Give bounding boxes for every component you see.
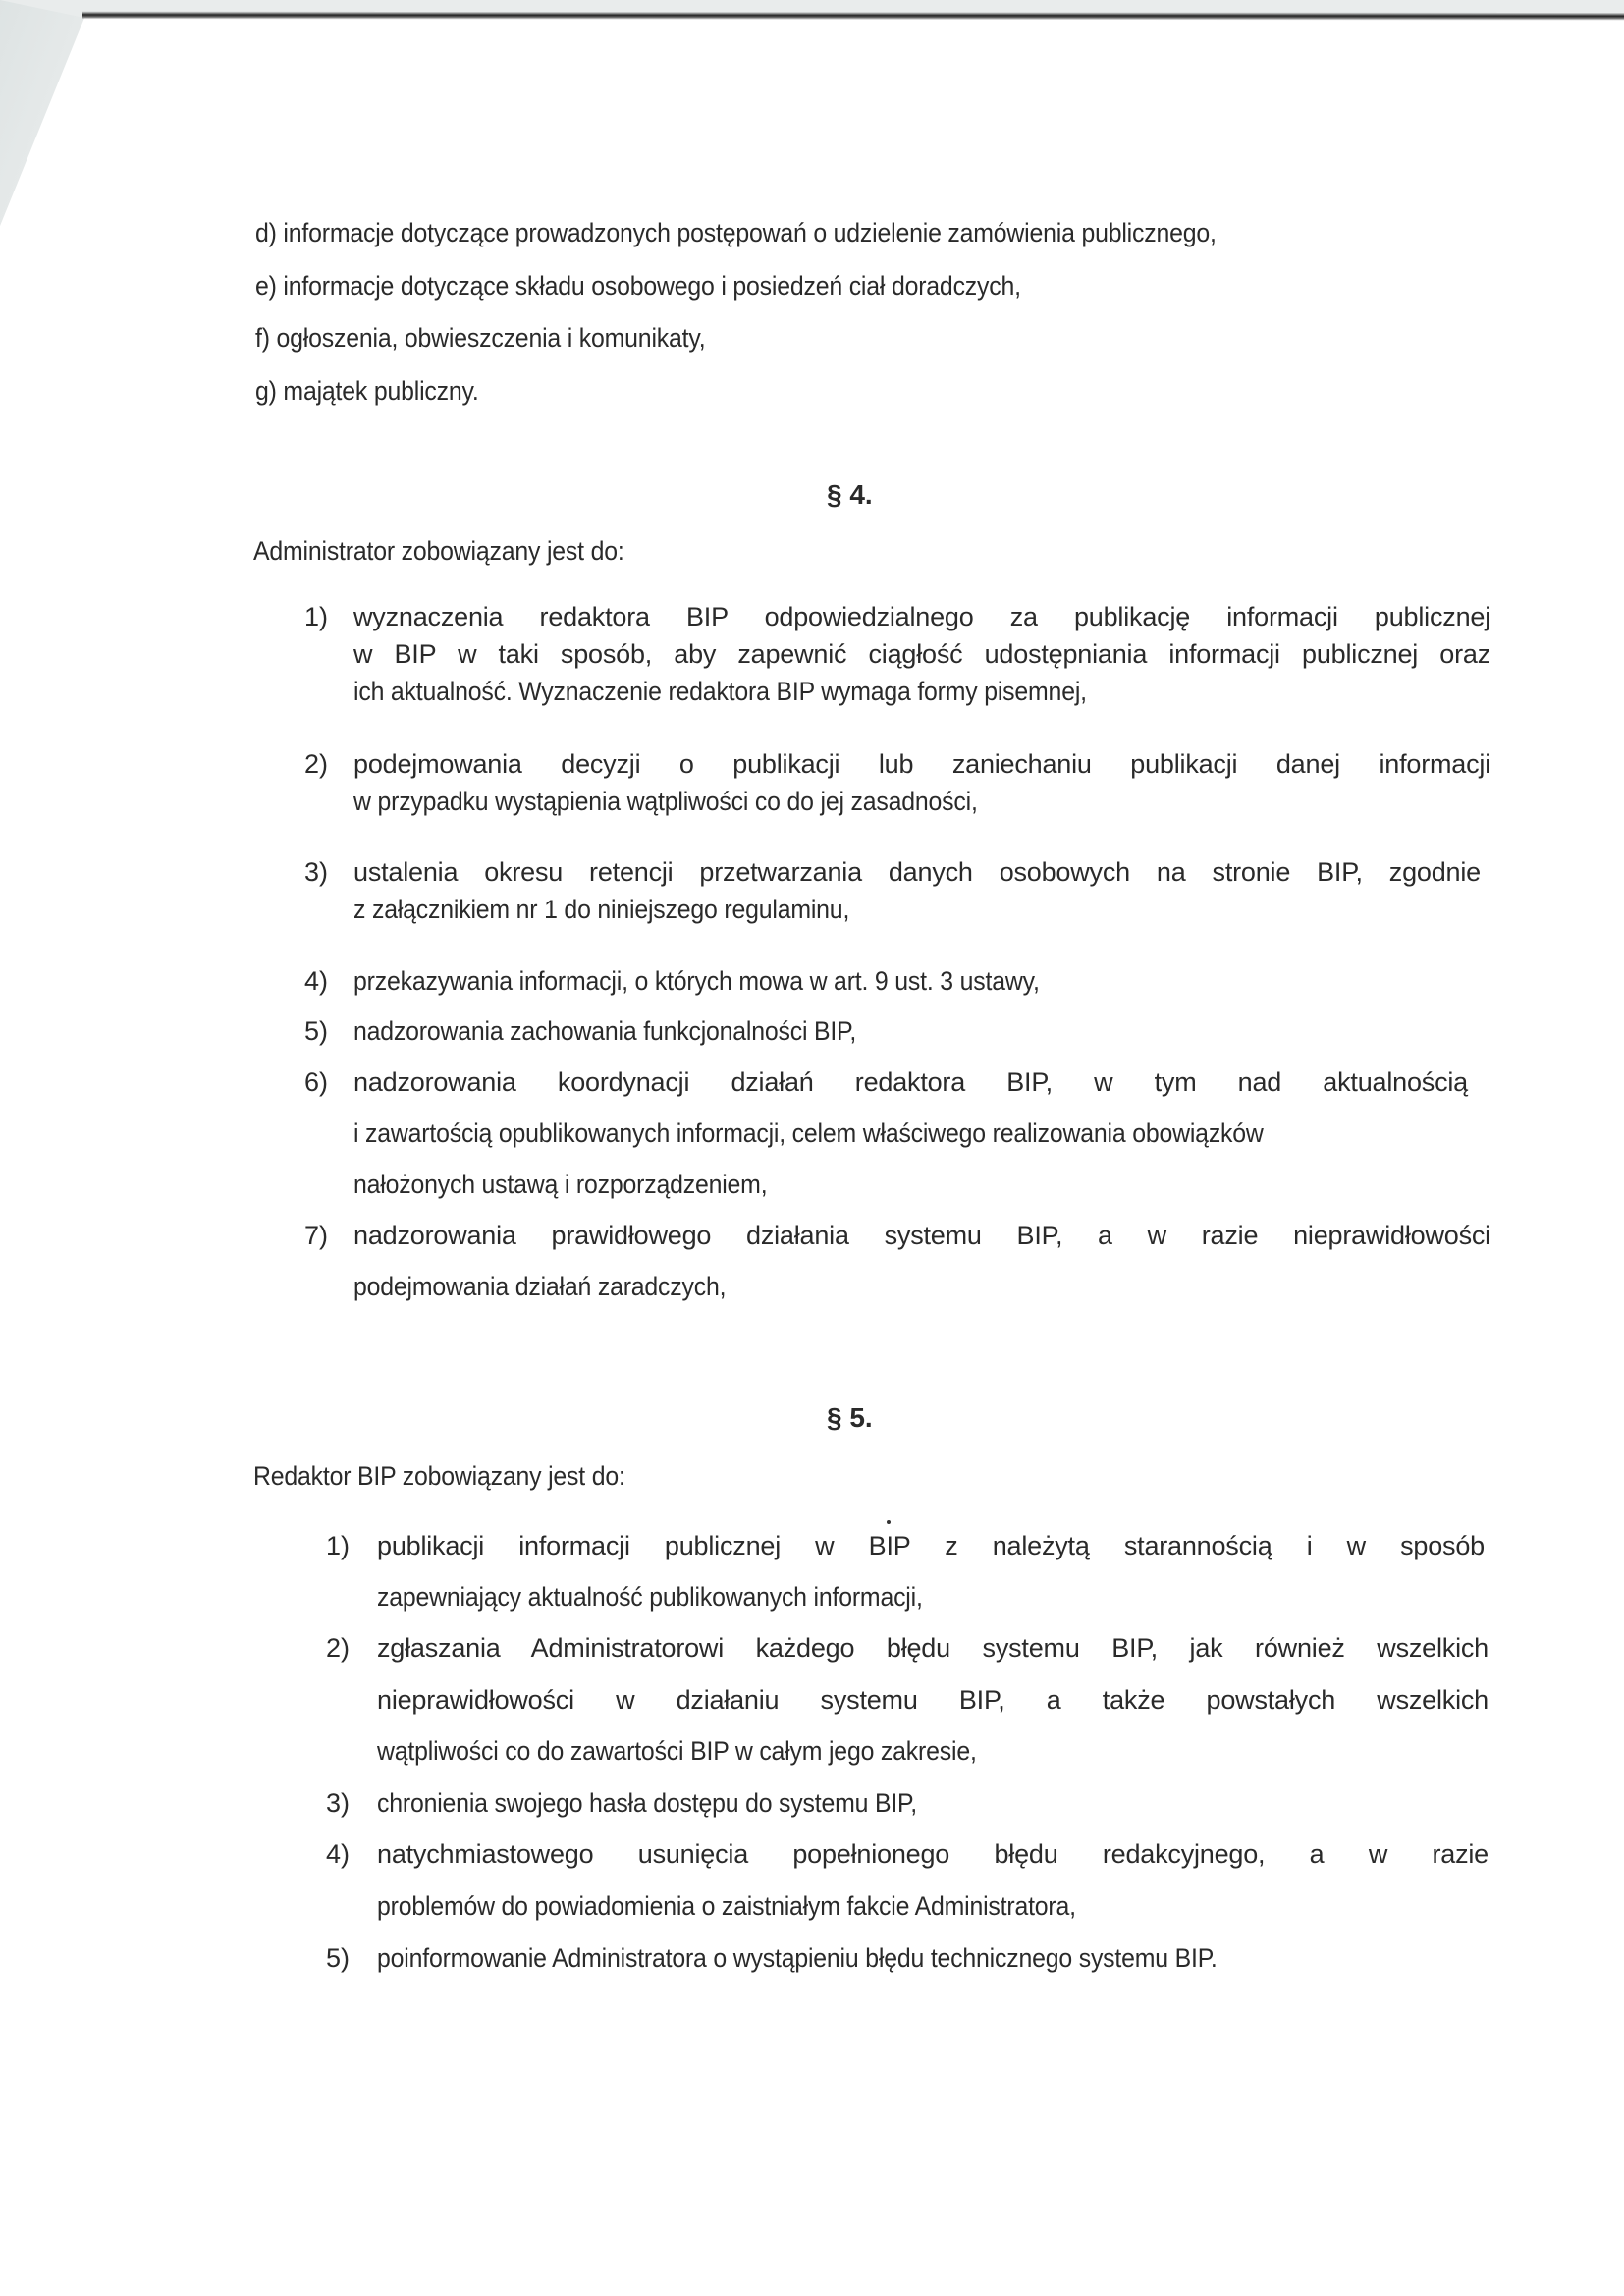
s5-item-4-number: 4) xyxy=(326,1839,351,1869)
scan-speck xyxy=(887,1520,891,1524)
s4-item-1-line-3: ich aktualność. Wyznaczenie redaktora BIP wymaga formy pisemnej, xyxy=(353,677,1087,706)
list-item-e: e) informacje dotyczące składu osobowego i posiedzeń ciał doradczych, xyxy=(255,271,1021,301)
s4-item-6-line-2: i zawartością opublikowanych informacji, celem właściwego realizowania obowiązków xyxy=(353,1119,1264,1148)
s4-item-1-number: 1) xyxy=(304,602,329,631)
s4-item-6-line-3: nałożonych ustawą i rozporządzeniem, xyxy=(353,1170,768,1199)
s4-item-2-number: 2) xyxy=(304,749,329,779)
list-item-f: f) ogłoszenia, obwieszczenia i komunikaty, xyxy=(255,323,706,353)
s5-item-5-line-1: poinformowanie Administratora o wystąpieniu błędu technicznego systemu BIP. xyxy=(377,1943,1218,1973)
s5-item-1-line-1: publikacji informacji publicznej w BIP z należytą starannością i w sposób xyxy=(377,1531,1485,1560)
s4-item-5-number: 5) xyxy=(304,1016,329,1046)
section-4-heading: § 4. xyxy=(827,479,873,510)
s4-item-6-line-1: nadzorowania koordynacji działań redaktora BIP, w tym nad aktualnością xyxy=(353,1067,1468,1097)
section-5-intro: Redaktor BIP zobowiązany jest do: xyxy=(253,1461,625,1491)
paper-top-edge xyxy=(82,11,1624,20)
s4-item-3-line-2: z załącznikiem nr 1 do niniejszego regulaminu, xyxy=(353,895,850,924)
s4-item-1-line-1: wyznaczenia redaktora BIP odpowiedzialnego za publikację informacji publicznej xyxy=(353,602,1490,631)
list-item-g: g) majątek publiczny. xyxy=(255,376,479,406)
s4-item-6-number: 6) xyxy=(304,1067,329,1097)
s5-item-2-line-3: wątpliwości co do zawartości BIP w całym jego zakresie, xyxy=(377,1736,977,1766)
s5-item-3-number: 3) xyxy=(326,1788,351,1818)
list-item-d: d) informacje dotyczące prowadzonych postępowań o udzielenie zamówienia publicznego, xyxy=(255,218,1217,247)
s4-item-2-line-2: w przypadku wystąpienia wątpliwości co do jej zasadności, xyxy=(353,787,978,816)
s4-item-7-number: 7) xyxy=(304,1221,329,1250)
s4-item-3-number: 3) xyxy=(304,857,329,887)
s5-item-2-line-1: zgłaszania Administratorowi każdego błędu systemu BIP, jak również wszelkich xyxy=(377,1633,1489,1663)
s4-item-4-line-1: przekazywania informacji, o których mowa w art. 9 ust. 3 ustawy, xyxy=(353,966,1040,996)
s5-item-2-number: 2) xyxy=(326,1633,351,1663)
s4-item-7-line-2: podejmowania działań zaradczych, xyxy=(353,1272,727,1301)
s5-item-4-line-2: problemów do powiadomienia o zaistniałym fakcie Administratora, xyxy=(377,1891,1076,1921)
s5-item-1-number: 1) xyxy=(326,1531,351,1560)
s4-item-3-line-1: ustalenia okresu retencji przetwarzania danych osobowych na stronie BIP, zgodnie xyxy=(353,857,1481,887)
s5-item-5-number: 5) xyxy=(326,1943,351,1973)
s5-item-2-line-2: nieprawidłowości w działaniu systemu BIP, a także powstałych wszelkich xyxy=(377,1685,1489,1715)
s4-item-4-number: 4) xyxy=(304,966,329,996)
s5-item-1-line-2: zapewniający aktualność publikowanych informacji, xyxy=(377,1582,923,1612)
s5-item-3-line-1: chronienia swojego hasła dostępu do systemu BIP, xyxy=(377,1788,917,1818)
s4-item-2-line-1: podejmowania decyzji o publikacji lub zaniechaniu publikacji danej informacji xyxy=(353,749,1490,779)
section-4-intro: Administrator zobowiązany jest do: xyxy=(253,536,624,566)
s4-item-1-line-2: w BIP w taki sposób, aby zapewnić ciągłość udostępniania informacji publicznej oraz xyxy=(353,639,1490,669)
s4-item-5-line-1: nadzorowania zachowania funkcjonalności BIP, xyxy=(353,1016,857,1046)
section-5-heading: § 5. xyxy=(827,1402,873,1433)
s4-item-7-line-1: nadzorowania prawidłowego działania systemu BIP, a w razie nieprawidłowości xyxy=(353,1221,1490,1250)
s5-item-4-line-1: natychmiastowego usunięcia popełnionego błędu redakcyjnego, a w razie xyxy=(377,1839,1489,1869)
